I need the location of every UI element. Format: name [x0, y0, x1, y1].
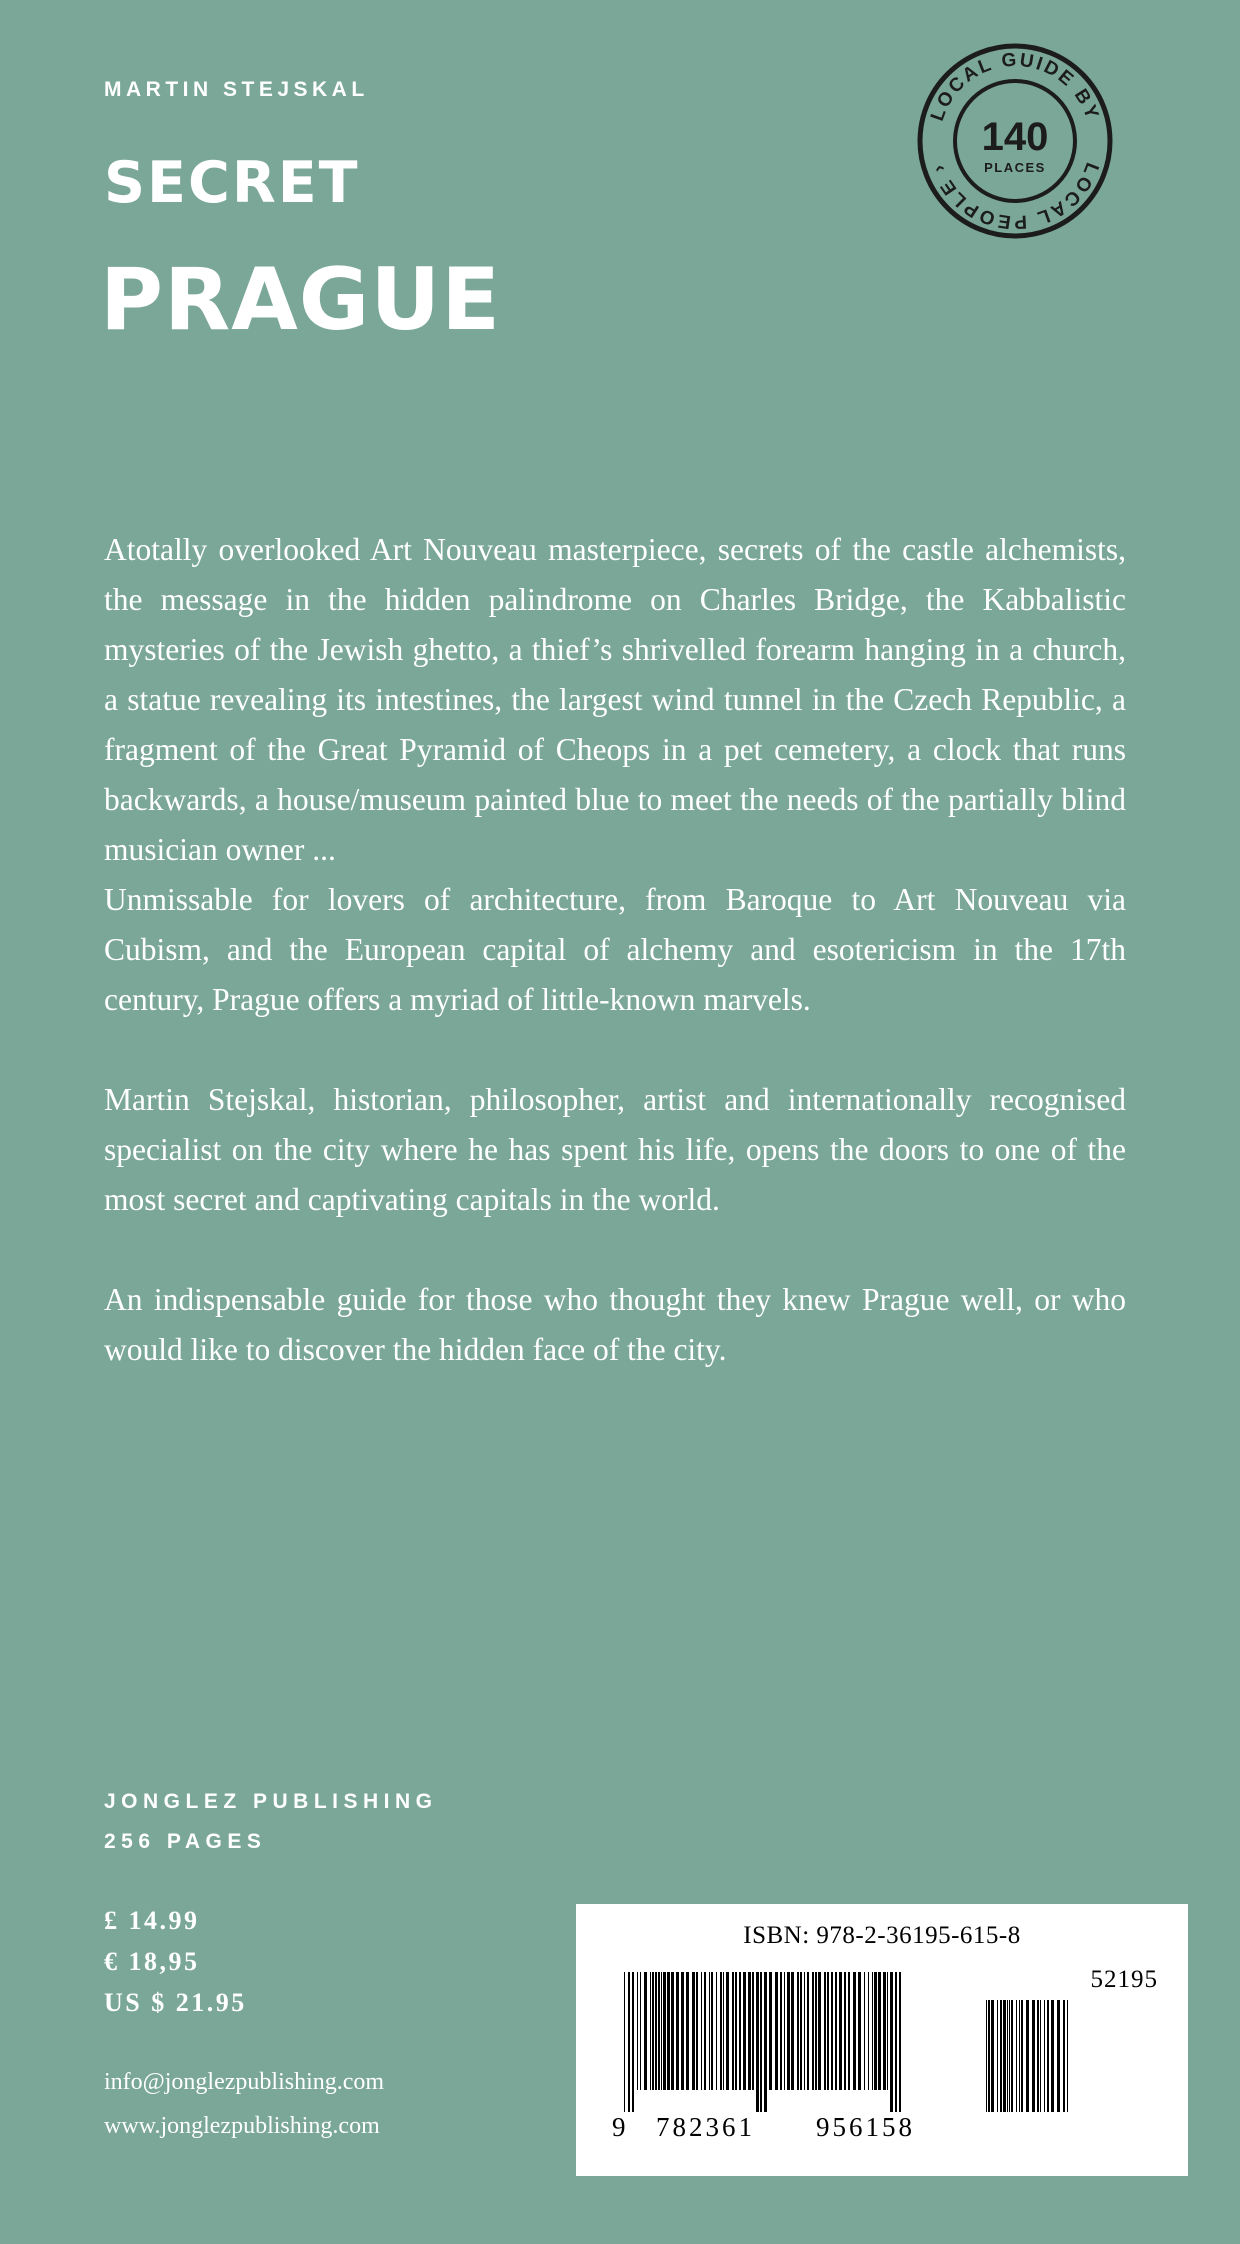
- barcode-addon-label: 52195: [1090, 1966, 1158, 1993]
- blurb-paragraph-1: Atotally overlooked Art Nouveau masterpiece, secrets of the castle alchemists, the message in the hidden palindrome on Charles Bridge, the Kabbalistic mysteries of the Jewish ghetto, a thief’s shrivelled forearm hanging in a church, a statue revealing its intestines, the largest wind tunnel in the Czech Republic, a fragment of the Great Pyramid of Cheops in a pet cemetery, a clock that runs backwards, a house/museum painted blue to meet the needs of the partially blind musician owner ...: [104, 532, 1126, 867]
- contact-block: [104, 2060, 384, 2148]
- blurb-paragraph-4: An indispensable guide for those who thought they knew Prague well, or who would like to discover the hidden face of the city.: [104, 1282, 1126, 1367]
- price-eur: € 18,95: [104, 1947, 200, 1976]
- title-line-prague: PRAGUE: [100, 250, 501, 350]
- blurb-text: [104, 525, 1126, 1375]
- price-usd: US $ 21.95: [104, 1988, 247, 2017]
- barcode-main-bars: [624, 1972, 902, 2112]
- svg-text:PLACES: PLACES: [984, 160, 1046, 175]
- svg-text:140: 140: [981, 115, 1049, 159]
- svg-text:LOCAL PEOPLE ›: LOCAL PEOPLE ›: [927, 159, 1103, 233]
- contact-website[interactable]: www.jonglezpublishing.com: [104, 2113, 380, 2139]
- barcode-digit-group1: 782361: [656, 2112, 755, 2142]
- title-line-secret: SECRET: [104, 150, 360, 216]
- price-gbp: £ 14.99: [104, 1906, 200, 1935]
- blurb-paragraph-3: Martin Stejskal, historian, philosopher, artist and internationally recognised specialist on the city where he has spent his life, opens the doors to one of the most secret and captivating capitals in the world.: [104, 1082, 1126, 1217]
- barcode-panel: [576, 1904, 1188, 2176]
- contact-email[interactable]: info@jonglezpublishing.com: [104, 2069, 385, 2095]
- publisher-block: [104, 1782, 438, 1862]
- local-guide-stamp: [916, 42, 1114, 240]
- author-name: MARTIN STEJSKAL: [104, 78, 369, 101]
- barcode-addon-bars: [986, 2000, 1071, 2112]
- svg-text:LOCAL GUIDE BY: LOCAL GUIDE BY: [927, 49, 1103, 124]
- isbn-label: ISBN: 978-2-36195-615-8: [743, 1922, 1021, 1949]
- publisher-name: JONGLEZ PUBLISHING: [104, 1790, 438, 1813]
- blurb-paragraph-2: Unmissable for lovers of architecture, from Baroque to Art Nouveau via Cubism, and the European capital of alchemy and esotericism in the 17th century, Prague offers a myriad of little-known marvels.: [104, 882, 1126, 1017]
- publisher-pages: 256 PAGES: [104, 1830, 267, 1853]
- barcode-digit-left: 9: [612, 2112, 629, 2142]
- barcode-digit-group2: 956158: [816, 2112, 915, 2142]
- price-block: [104, 1900, 247, 2023]
